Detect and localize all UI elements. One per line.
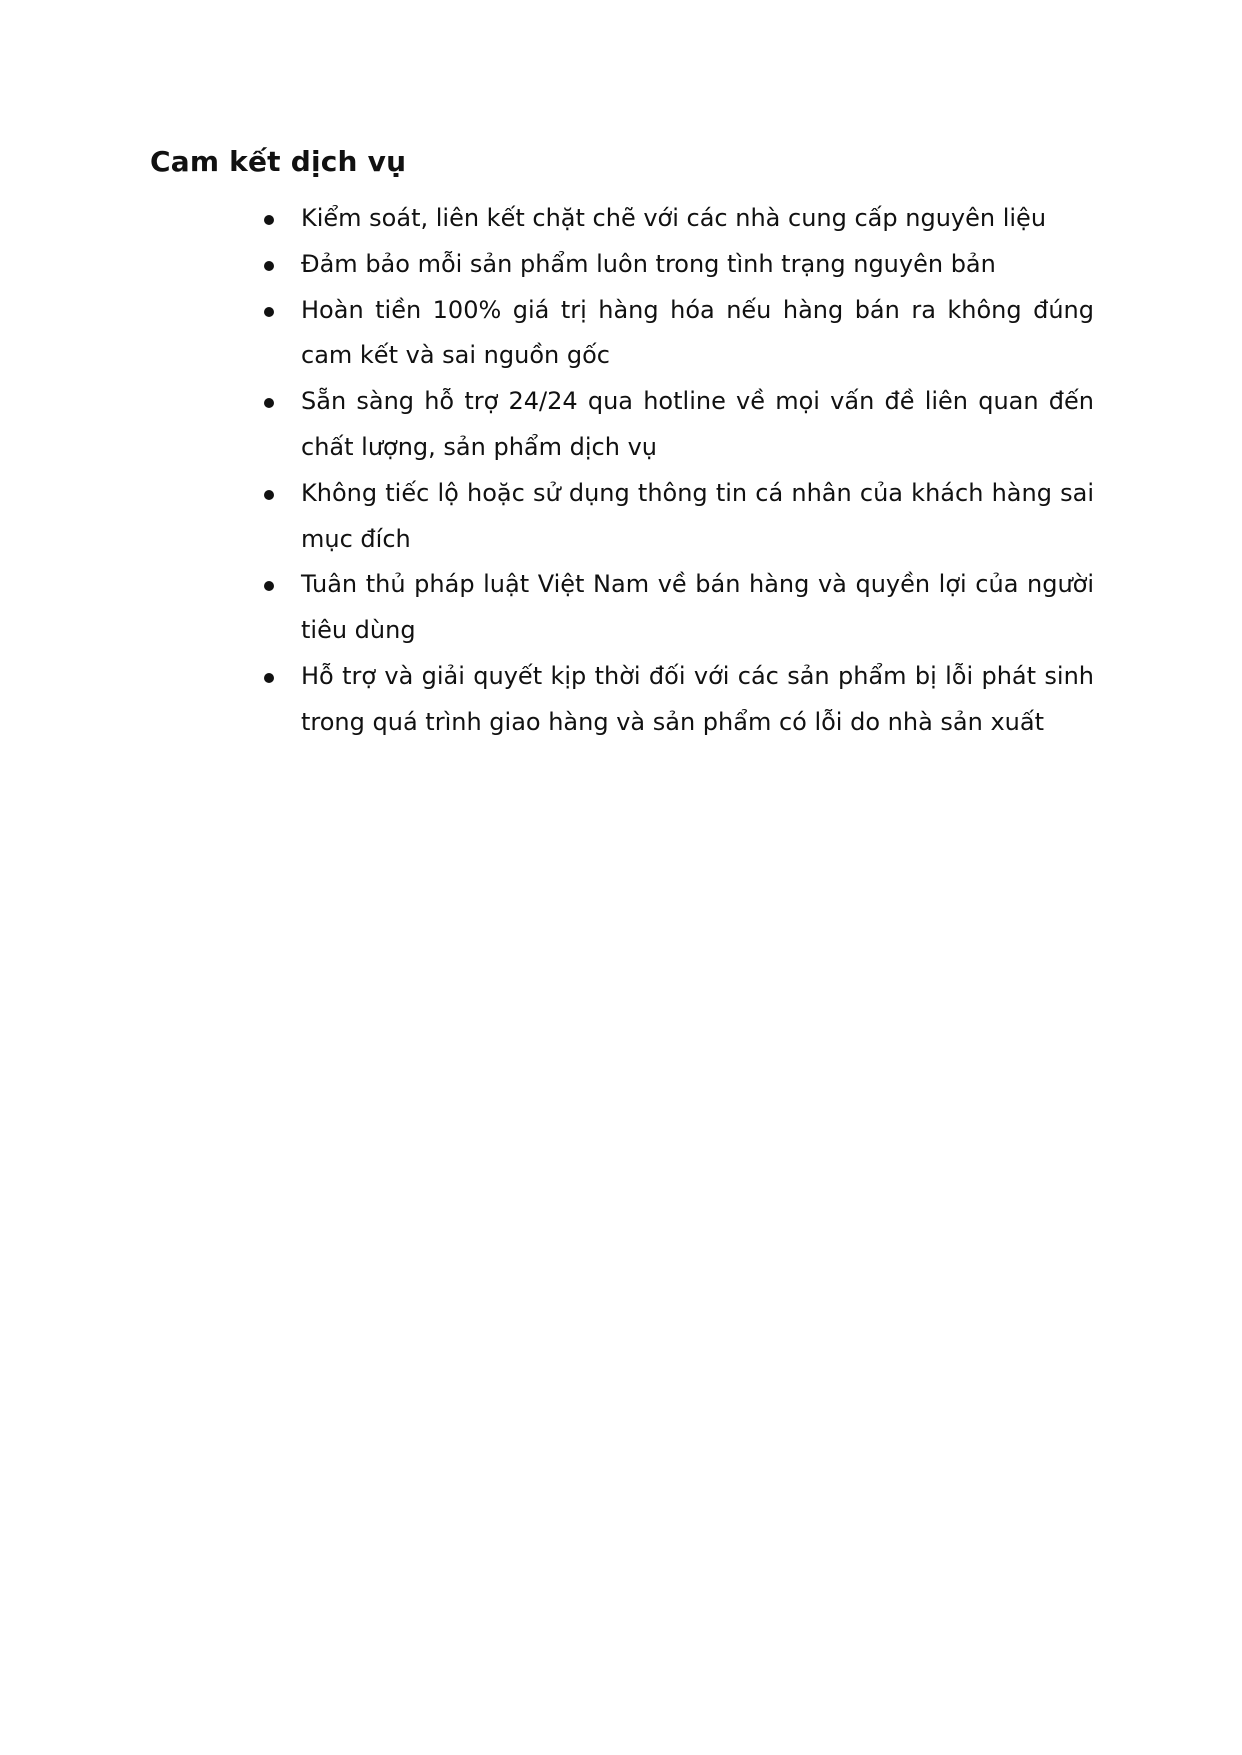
list-item: [258, 654, 1094, 746]
list-item-text: Hoàn tiền 100% giá trị hàng hóa nếu hàng bán ra không đúng cam kết và sai nguồn gốc: [301, 295, 1094, 370]
bullet-icon: [264, 673, 274, 683]
list-item: [258, 242, 1094, 288]
list-item-text: Không tiếc lộ hoặc sử dụng thông tin cá nhân của khách hàng sai mục đích: [301, 478, 1094, 553]
bullet-icon: [264, 490, 274, 500]
list-item-text: Kiểm soát, liên kết chặt chẽ với các nhà cung cấp nguyên liệu: [301, 204, 1047, 232]
list-item: [258, 288, 1094, 380]
bullet-icon: [264, 307, 274, 317]
bullet-icon: [264, 398, 274, 408]
bullet-icon: [264, 215, 274, 225]
list-item: [258, 562, 1094, 654]
list-item-text: Tuân thủ pháp luật Việt Nam về bán hàng và quyền lợi của người tiêu dùng: [301, 570, 1094, 645]
list-item-text: Sẵn sàng hỗ trợ 24/24 qua hotline về mọi vấn đề liên quan đến chất lượng, sản phẩm dịch vụ: [301, 387, 1094, 461]
bullet-icon: [264, 261, 274, 271]
section-heading: Cam kết dịch vụ: [150, 145, 407, 178]
list-item: [258, 379, 1094, 471]
bullet-icon: [264, 581, 274, 591]
list-item-text: Đảm bảo mỗi sản phẩm luôn trong tình trạng nguyên bản: [301, 249, 996, 278]
list-item: [258, 471, 1094, 563]
list-item-text: Hỗ trợ và giải quyết kịp thời đối với các sản phẩm bị lỗi phát sinh trong quá trình giao hàng và sản phẩm có lỗi do nhà sản xuất: [301, 661, 1094, 736]
commitment-list: [258, 196, 1094, 746]
list-item: [258, 196, 1094, 242]
